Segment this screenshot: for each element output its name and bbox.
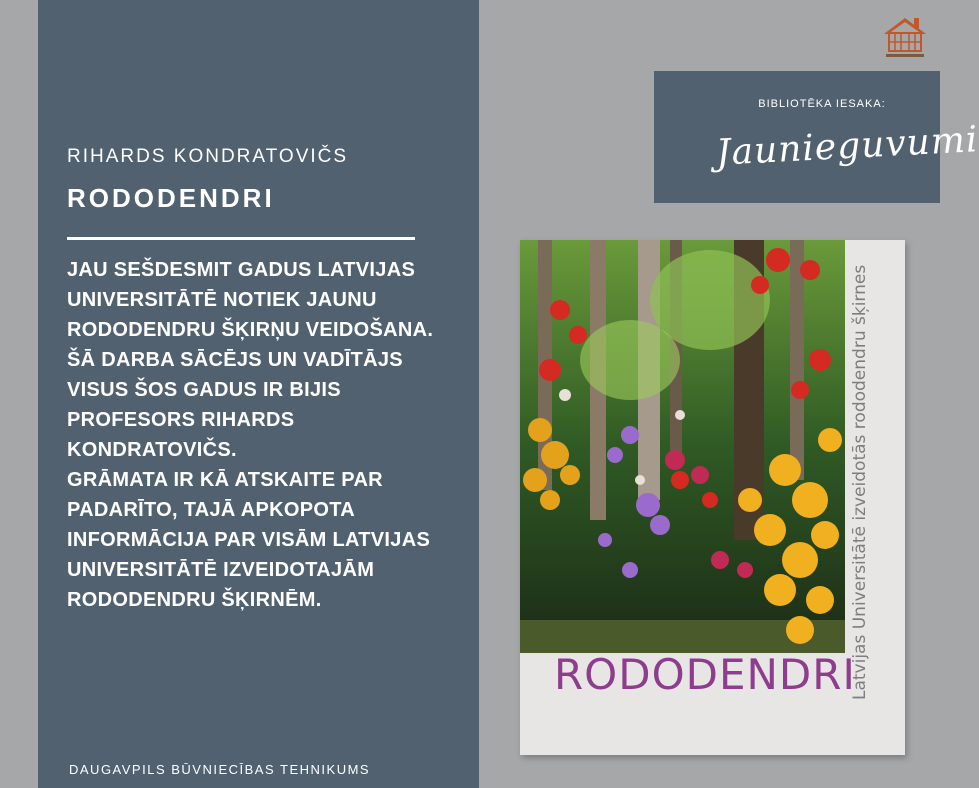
book-description [67, 255, 467, 615]
cover-subtitle: Latvijas Universitātē izveidotās rododendru šķirnes [850, 264, 870, 700]
recommendation-label: BIBLIOTĒKA IESAKA: [758, 98, 886, 110]
cover-title: RODODENDRI [554, 650, 856, 699]
recommendation-box [654, 71, 979, 203]
description-paragraph: JAU SEŠDESMIT GADUS LATVIJAS UNIVERSITĀTĒ NOTIEK JAUNU RODODENDRU ŠĶIRŅU VEIDOŠANA. ŠĀ DARBA SĀCĒJS UN VADĪTĀJS VISUS ŠOS GADUS IR BIJIS PROFESORS RIHARDS KONDRATOVIČS. [67, 259, 434, 461]
house-logo-icon [880, 12, 930, 62]
recommendation-script-text: Jaunieguvumi [715, 119, 979, 174]
book-title: RODODENDRI [67, 183, 275, 213]
divider [67, 237, 415, 240]
description-paragraph: GRĀMATA IR KĀ ATSKAITE PAR PADARĪTO, TAJĀ APKOPOTA INFORMĀCIJA PAR VISĀM LATVIJAS UNIVERSITĀTĒ IZVEIDOTAJĀM RODODENDRU ŠĶIRNĒM. [67, 469, 431, 611]
author-name: RIHARDS KONDRATOVIČS [67, 146, 349, 167]
cover-photo [520, 240, 845, 653]
book-cover [520, 240, 905, 755]
institution-footer: DAUGAVPILS BŪVNIECĪBAS TEHNIKUMS [69, 762, 371, 777]
info-panel [38, 0, 479, 788]
